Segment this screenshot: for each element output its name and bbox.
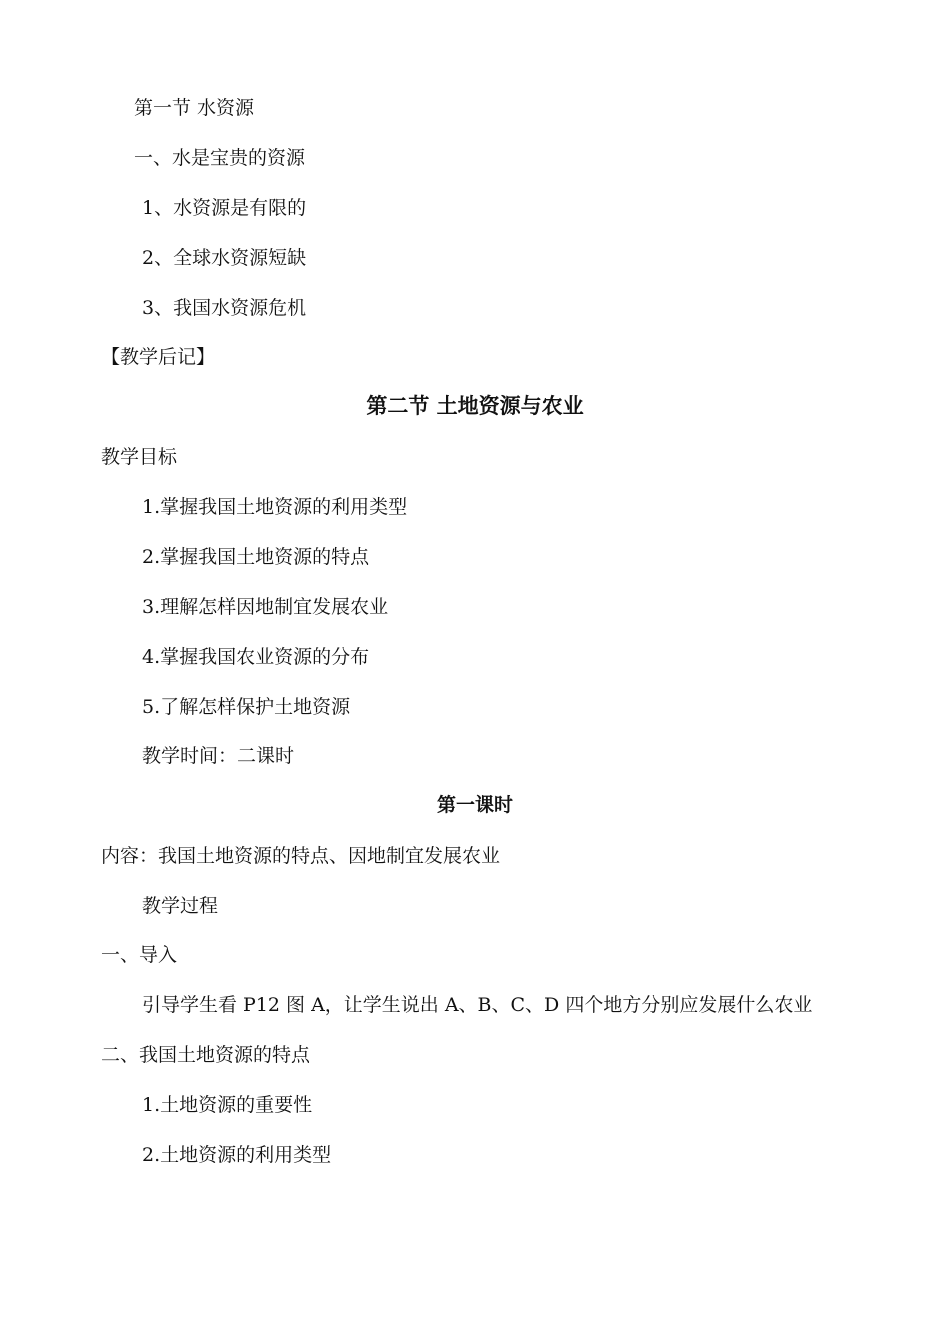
goal-item-3: 3.理解怎样因地制宜发展农业 (142, 596, 389, 618)
section1-item-2: 2、全球水资源短缺 (142, 247, 307, 269)
intro-heading: 一、导入 (101, 944, 178, 966)
teaching-time: 教学时间：二课时 (142, 745, 295, 767)
part2-item-2: 2.土地资源的利用类型 (142, 1144, 332, 1166)
goal-item-2: 2.掌握我国土地资源的特点 (142, 546, 370, 568)
section1-item-3: 3、我国水资源危机 (142, 297, 307, 319)
part2-item-1: 1.土地资源的重要性 (142, 1094, 313, 1116)
lesson1-content: 内容：我国土地资源的特点、因地制宜发展农业 (101, 845, 501, 867)
teaching-process-label: 教学过程 (142, 895, 219, 917)
teaching-goals-label: 教学目标 (101, 446, 178, 468)
goal-item-5: 5.了解怎样保护土地资源 (142, 696, 351, 718)
intro-text: 引导学生看 P12 图 A，让学生说出 A、B、C、D 四个地方分别应发展什么农业 (142, 994, 813, 1016)
lesson1-title: 第一课时 (436, 794, 513, 816)
section2-title: 第二节 土地资源与农业 (366, 394, 584, 418)
teaching-notes-label: 【教学后记】 (101, 346, 216, 368)
part2-heading: 二、我国土地资源的特点 (101, 1044, 311, 1066)
section1-heading: 一、水是宝贵的资源 (134, 147, 306, 169)
section1-title: 第一节 水资源 (134, 97, 255, 119)
goal-item-1: 1.掌握我国土地资源的利用类型 (142, 496, 408, 518)
section1-item-1: 1、水资源是有限的 (142, 197, 307, 219)
goal-item-4: 4.掌握我国农业资源的分布 (142, 646, 370, 668)
